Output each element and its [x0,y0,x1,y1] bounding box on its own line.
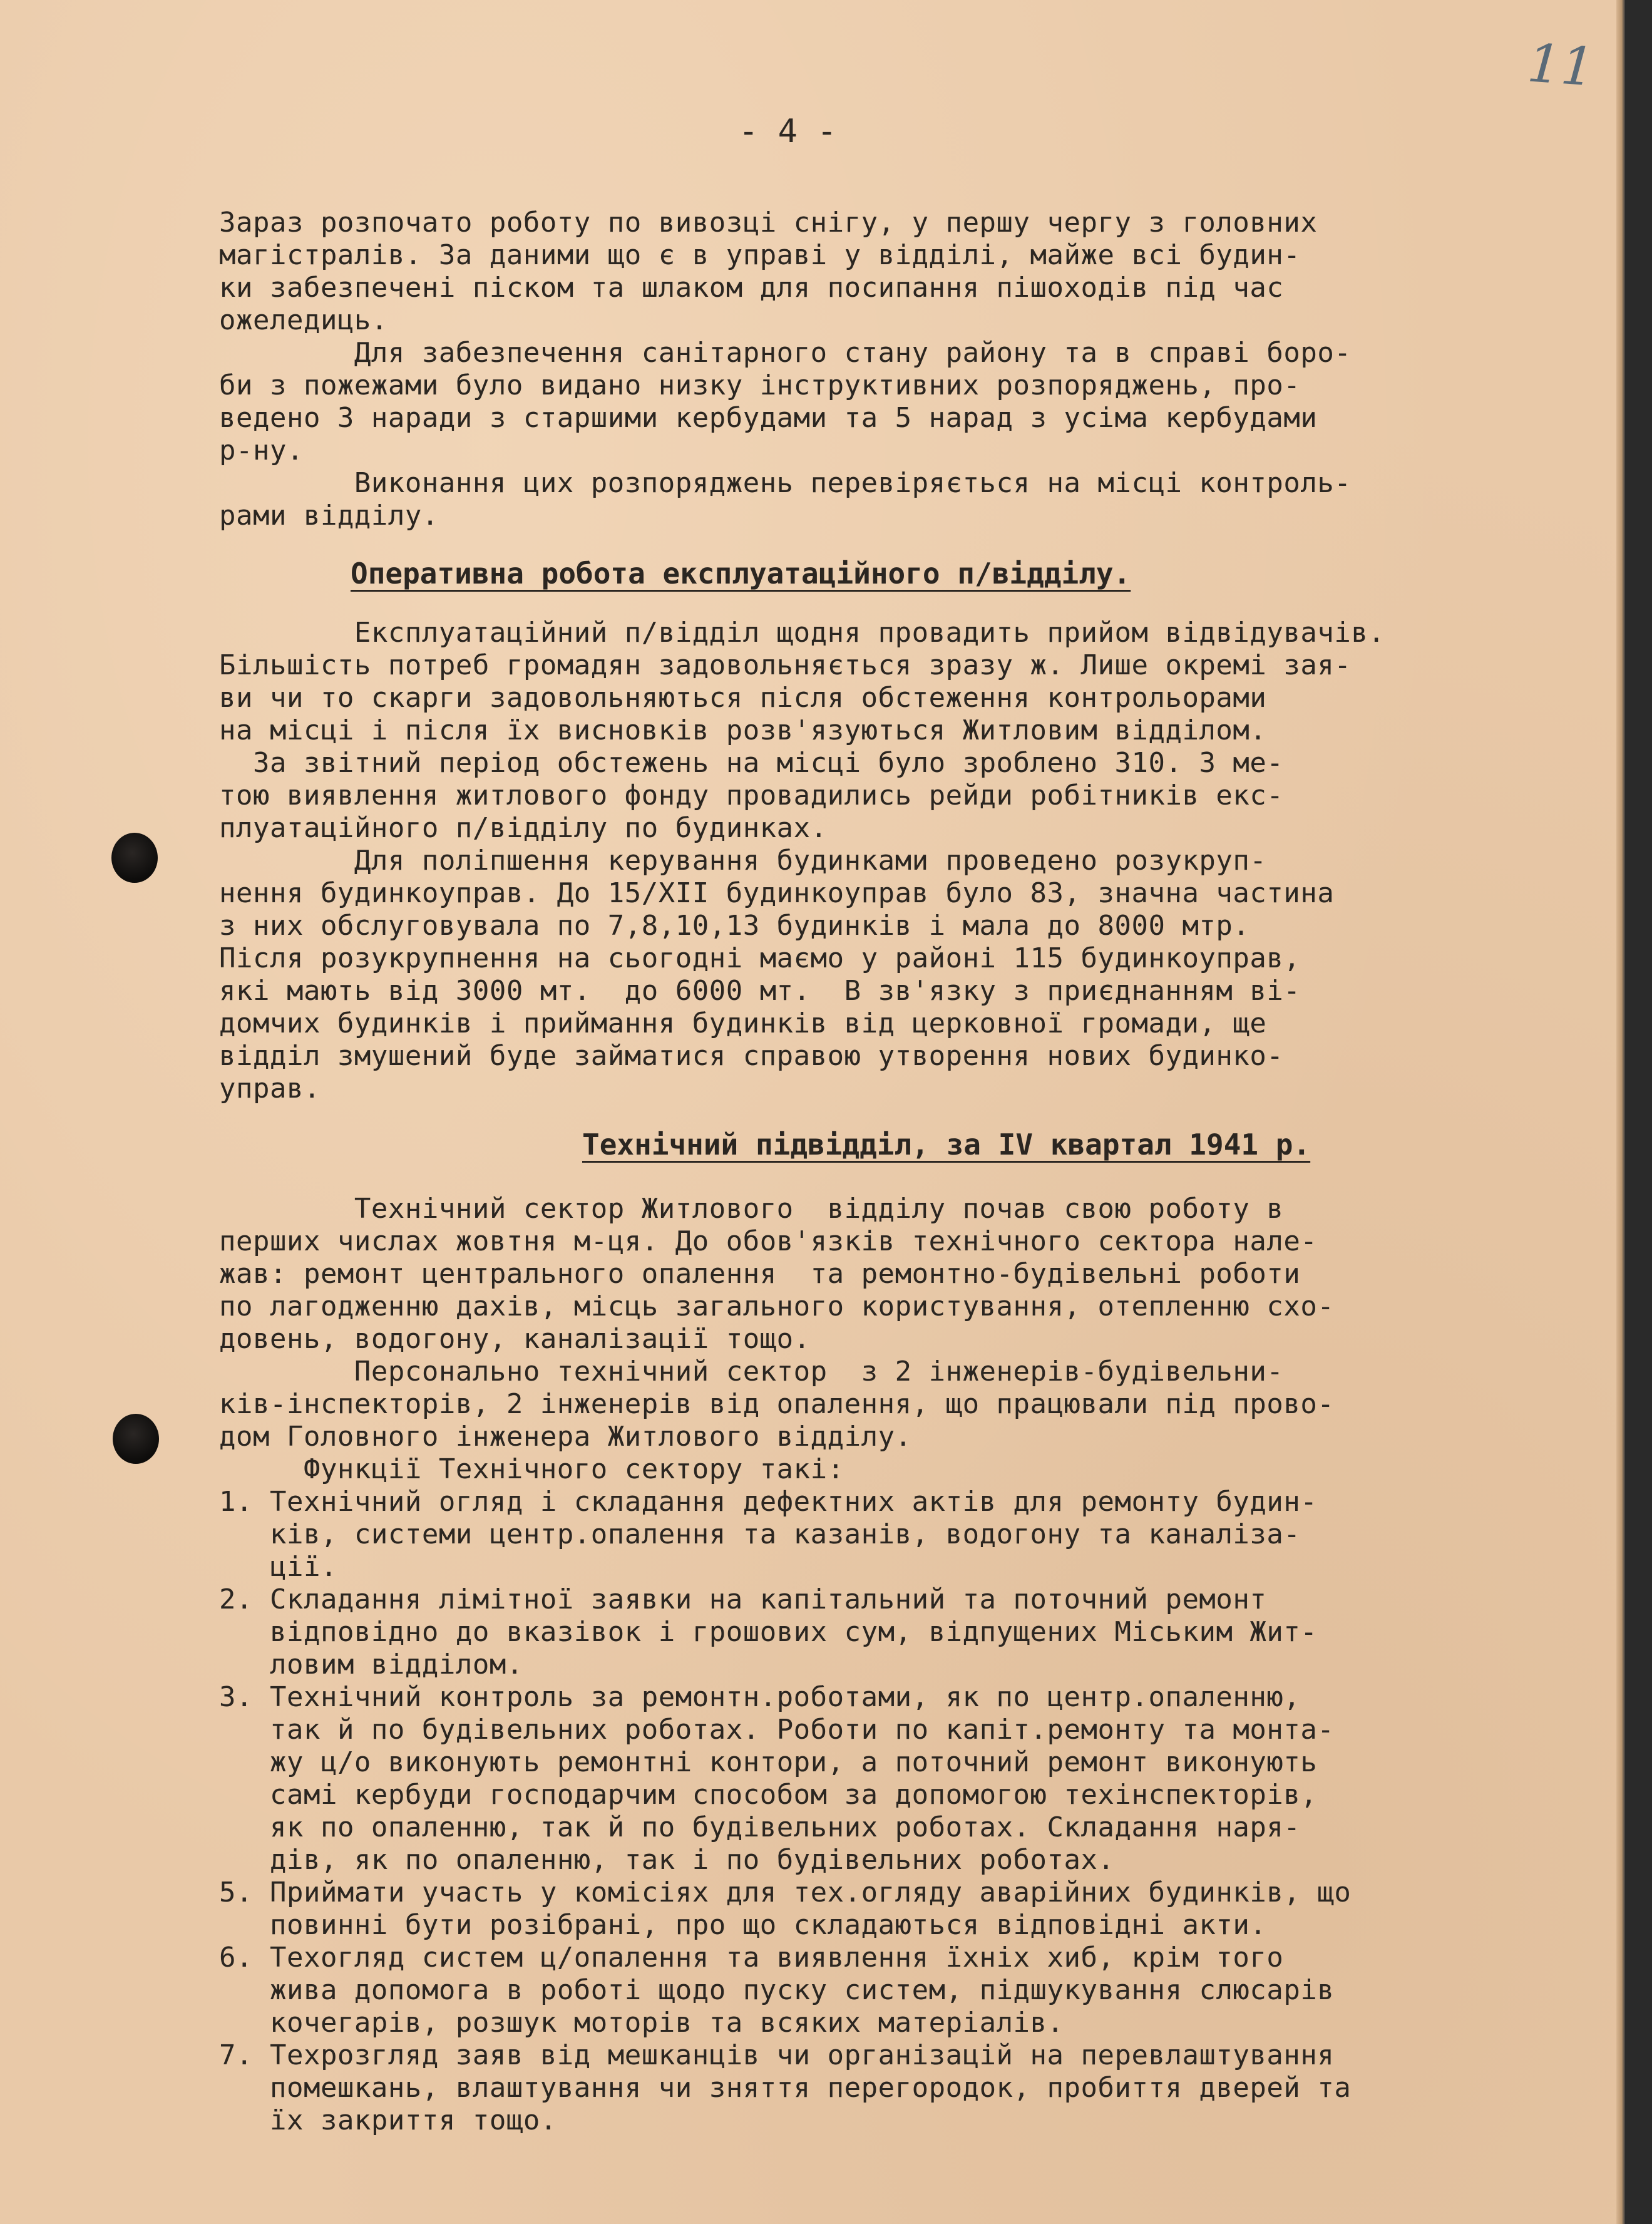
operational-section-text: Експлуатаційний п/відділ щодня провадить прийом відвідувачів. Більшість потреб громадян задовольняється зразу ж. Лише окремі зая- ви чи то скарги задовольняються після обстеження контрольорами на місці і після їх висновків розв'язуються Житловим відділом. За звітний період обстежень на місці було зроблено 310. З ме- тою виявлення житлового фонду провадились рейди робітників екс- плуатаційного п/відділу по будинках. Для поліпшення керування будинками проведено розукруп- нення будинкоуправ. До 15/ХІІ будинкоуправ було 83, значна частина з них обслуговувала по 7,8,10,13 будинків і мала до 8000 мтр. Після розукрупнення на сьогодні маємо у районі 115 будинкоуправ, які мають від 3000 мт. до 6000 мт. В зв'язку з приєднанням ві- домчих будинків і приймання будинків від церковної громади, ще відділ змушений буде займатися справою утворення нових будинко- управ. [219,617,1385,1104]
punch-hole-top [111,833,158,883]
technical-section-text: Технічний сектор Житлового відділу почав свою роботу в перших числах жовтня м-ця. До обов'язків технічного сектора нале- жав: ремонт центрального опалення та ремонтно-будівельні роботи по лагодженню дахів, місць загального користування, отепленню схо- довень, водогону, каналізації тощо. Персонально технічний сектор з 2 інженерів-будівельни- ків-інспекторів, 2 інженерів від опалення, що працювали під прово- дом Головного інженера Житлового відділу. Функції Технічного сектору такі: 1. Технічний огляд і складання дефектних актів для ремонту будин- ків, системи центр.опалення та казанів, водогону та каналіза- ції. 2. Складання лімітної заявки на капітальний та поточний ремонт відповідно до вказівок і грошових сум, відпущених Міським Жит- ловим відділом. 3. Технічний контроль за ремонтн.роботами, як по центр.опаленню, так й по будівельних роботах. Роботи по капіт.ремонту та монта- жу ц/о виконують ремонтні контори, а поточний ремонт виконують самі кербуди господарчим способом за допомогою техінспекторів, як по опаленню, так й по будівельних роботах. Складання наря- дів, як по опаленню, так і по будівельних роботах. 5. Приймати участь у комісіях для тех.огляду аварійних будинків, що повинні бути розібрані, про що складаються відповідні акти. 6. Техогляд систем ц/опалення та виявлення їхніх хиб, крім того жива допомога в роботі щодо пуску систем, підшукування слюсарів кочегарів, розшук моторів та всяких матеріалів. 7. Техрозгляд заяв від мешканців чи організацій на перевлаштування помешкань, влаштування чи зняття перегородок, пробиття дверей та їх закриття тощо. [219,1193,1352,2136]
page-edge [1616,0,1625,2224]
punch-hole-bottom [113,1414,159,1464]
folio-number: 11 [1525,32,1597,98]
intro-paragraphs: Зараз розпочато роботу по вивозці снігу, у першу чергу з головних магістралів. За даними що є в управі у відділі, майже всі будин- ки забезпечені піском та шлаком для посипання пішоходів під час ожеледиць. Для забезпечення санітарного стану району та в справі боро- би з пожежами було видано низку інструктивних розпоряджень, про- ведено 3 наради з старшими кербудами та 5 нарад з усіма кербудами р-ну. Виконання цих розпоряджень перевіряється на місці контроль- рами відділу. [219,207,1352,532]
section-heading-operational: Оперативна робота експлуатаційного п/відділу. [351,557,1131,590]
page-number: - 4 - [739,113,837,150]
section-heading-technical: Технічний підвідділ, за IV квартал 1941 р. [582,1128,1311,1161]
